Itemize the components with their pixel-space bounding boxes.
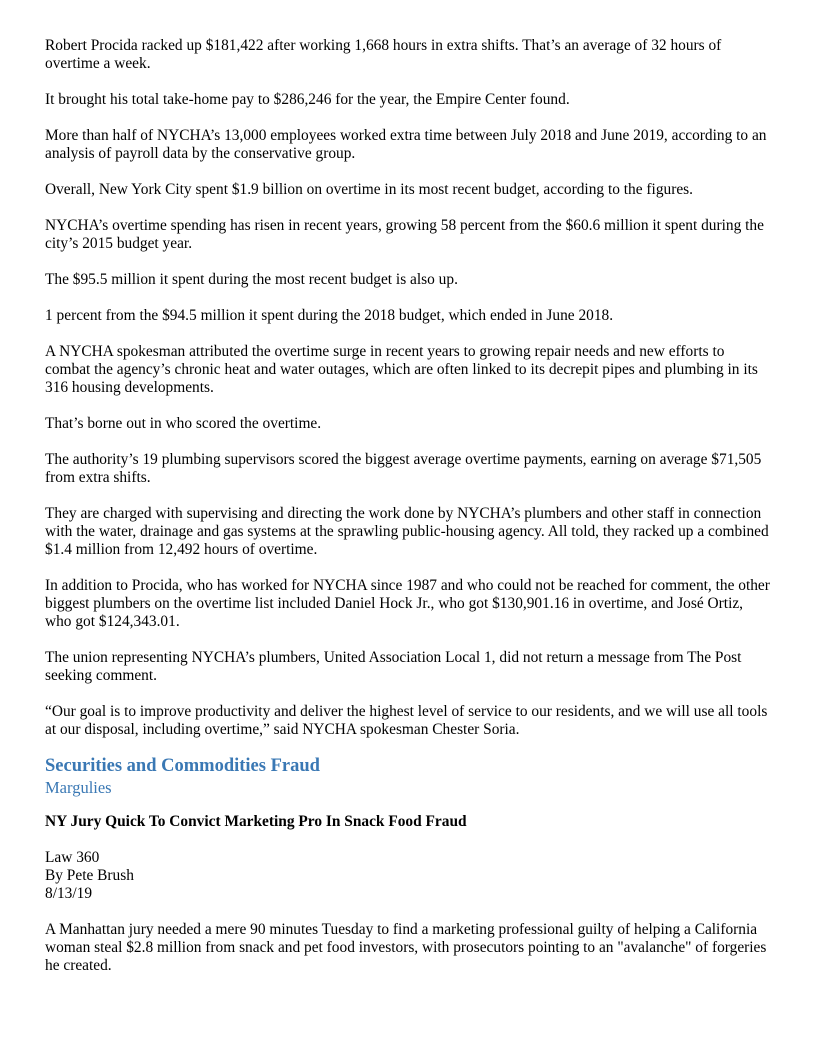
section-subtitle: Margulies [45,778,112,797]
article-paragraph: “Our goal is to improve productivity and deliver the highest level of service to our residents, and we will use all tools at our disposal, including overtime,” said NYCHA spokesman Chester Soria. [45,703,768,738]
article-body [45,37,773,739]
article-paragraph: NYCHA’s overtime spending has risen in recent years, growing 58 percent from the $60.6 million it spent during the city’s 2015 budget year. [45,217,764,252]
section-title: Securities and Commodities Fraud [45,756,320,776]
article-paragraph: The $95.5 million it spent during the most recent budget is also up. [45,271,458,288]
section-header [45,755,773,799]
article-paragraph: It brought his total take-home pay to $286,246 for the year, the Empire Center found. [45,91,570,108]
article-paragraph: They are charged with supervising and directing the work done by NYCHA’s plumbers and other staff in connection with the water, drainage and gas systems at the sprawling public-housing agency. All told, they racked up a combined $1.4 million from 12,492 hours of overtime. [45,505,769,558]
story-date: 8/13/19 [45,885,93,902]
article-paragraph: Robert Procida racked up $181,422 after working 1,668 hours in extra shifts. That’s an average of 32 hours of overtime a week. [45,37,722,72]
story-paragraph: A Manhattan jury needed a mere 90 minutes Tuesday to find a marketing professional guilty of helping a California woman steal $2.8 million from snack and pet food investors, with prosecutors pointing to an "avalanche" of forgeries he created. [45,921,767,974]
article-paragraph: In addition to Procida, who has worked for NYCHA since 1987 and who could not be reached for comment, the other biggest plumbers on the overtime list included Daniel Hock Jr., who got $130,901.16 in overtime, and José Ortiz, who got $124,343.01. [45,577,770,630]
article-paragraph: The union representing NYCHA’s plumbers, United Association Local 1, did not return a message from The Post seeking comment. [45,649,742,684]
story-headline: NY Jury Quick To Convict Marketing Pro In Snack Food Fraud [45,813,467,830]
story [45,813,773,975]
article-paragraph: More than half of NYCHA’s 13,000 employees worked extra time between July 2018 and June 2019, according to an analysis of payroll data by the conservative group. [45,127,767,162]
document-page [45,37,773,993]
story-meta [45,849,773,903]
article-paragraph: A NYCHA spokesman attributed the overtime surge in recent years to growing repair needs and new efforts to combat the agency’s chronic heat and water outages, which are often linked to its decrepit pipes and plumbing in its 316 housing developments. [45,343,758,396]
article-paragraph: That’s borne out in who scored the overtime. [45,415,322,432]
story-byline: By Pete Brush [45,867,134,884]
article-paragraph: The authority’s 19 plumbing supervisors scored the biggest average overtime payments, earning on average $71,505 from extra shifts. [45,451,762,486]
story-source: Law 360 [45,849,100,866]
article-paragraph: 1 percent from the $94.5 million it spent during the 2018 budget, which ended in June 2018. [45,307,614,324]
article-paragraph: Overall, New York City spent $1.9 billion on overtime in its most recent budget, according to the figures. [45,181,694,198]
